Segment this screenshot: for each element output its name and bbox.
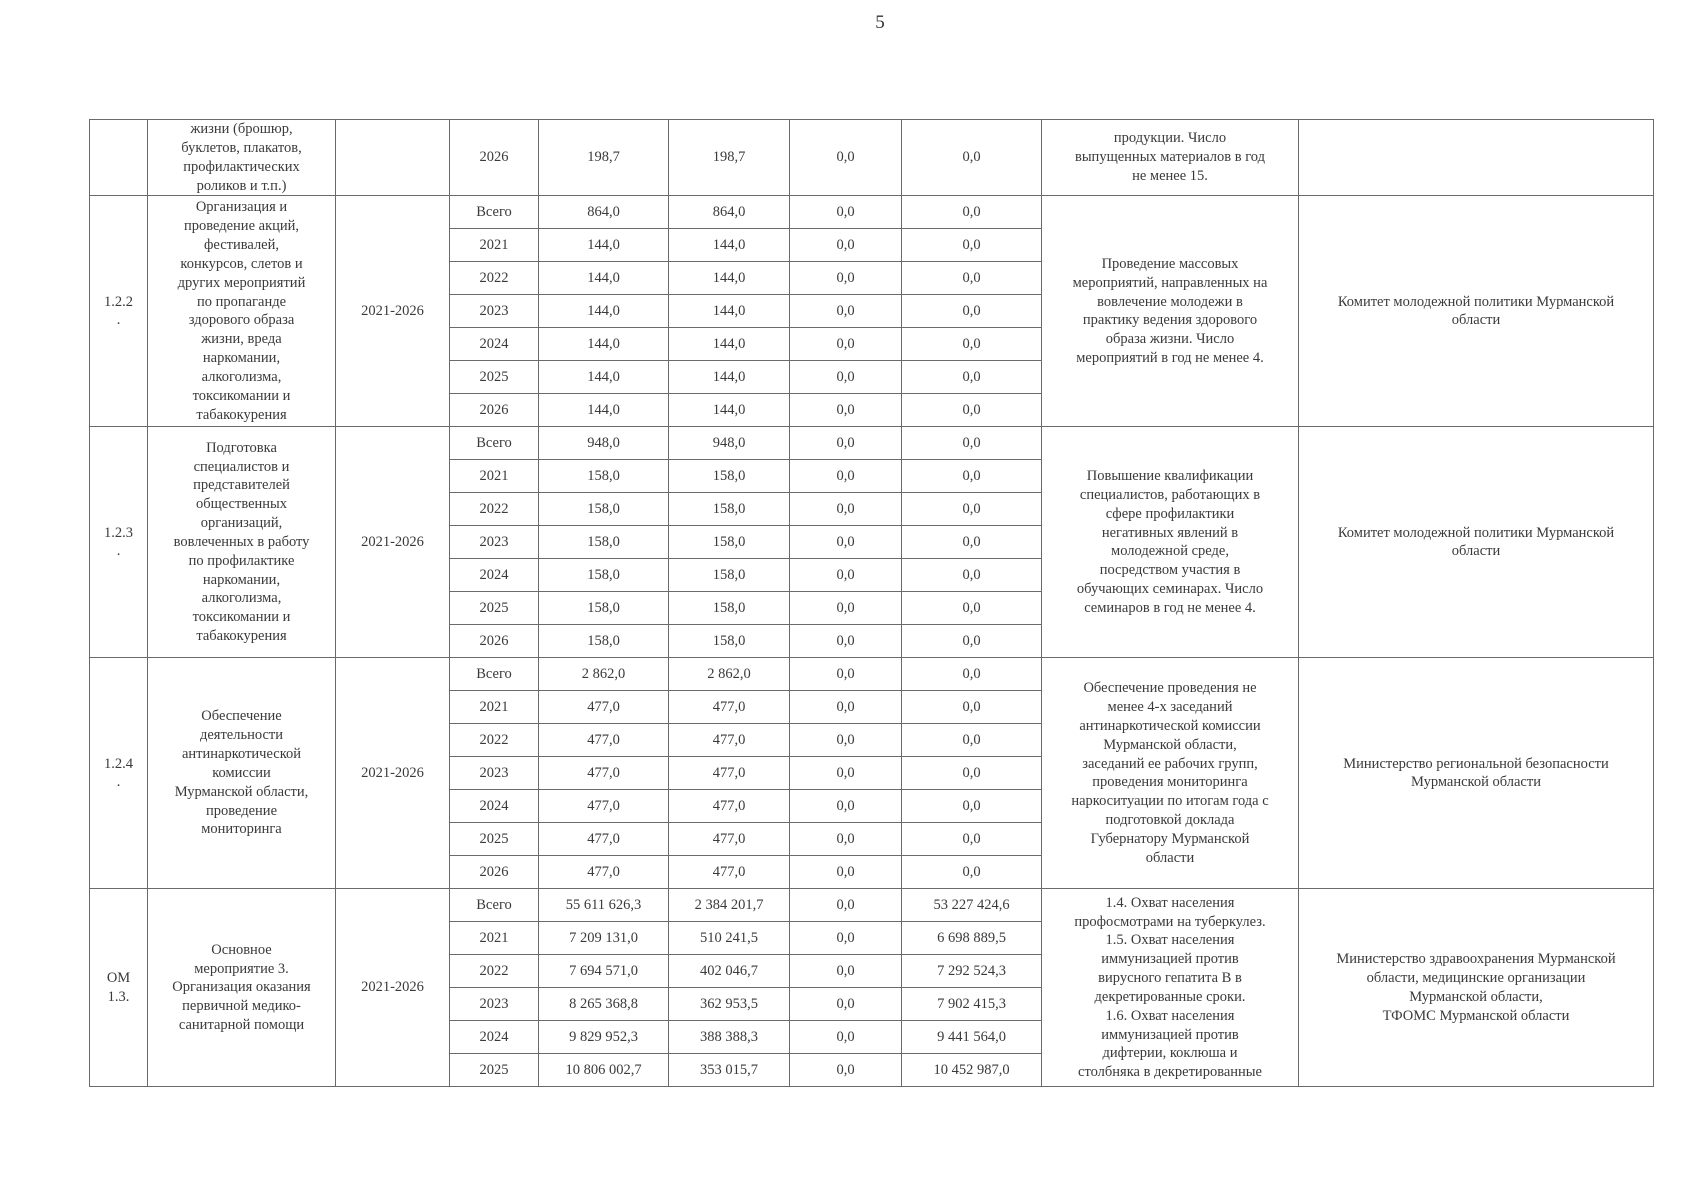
federal-budget-cell: 0,0 [790,922,902,955]
year-cell: 2022 [450,262,539,295]
total-cell: 158,0 [539,592,669,625]
total-cell: 9 829 952,3 [539,1021,669,1054]
year-cell: Всего [450,196,539,229]
total-cell: 2 862,0 [539,658,669,691]
total-cell: 158,0 [539,526,669,559]
expected-result-cell: Обеспечение проведения не менее 4-х заседаний антинаркотической комиссии Мурманской области, заседаний ее рабочих групп, проведения мониторинга наркоситуации по итогам года с подготовкой доклада Губернатору Мурманской области [1042,658,1299,889]
federal-budget-cell: 0,0 [790,724,902,757]
activity-code-cell: 1.2.3 . [90,427,148,658]
total-cell: 477,0 [539,790,669,823]
regional-budget-cell: 144,0 [669,328,790,361]
total-cell: 158,0 [539,460,669,493]
page-number: 5 [875,12,885,33]
regional-budget-cell: 198,7 [669,120,790,196]
year-cell: 2024 [450,328,539,361]
year-cell: 2023 [450,526,539,559]
regional-budget-cell: 362 953,5 [669,988,790,1021]
other-sources-cell: 10 452 987,0 [902,1054,1042,1087]
federal-budget-cell: 0,0 [790,625,902,658]
activity-name-cell: Обеспечение деятельности антинаркотической комиссии Мурманской области, проведение мониторинга [148,658,336,889]
federal-budget-cell: 0,0 [790,823,902,856]
other-sources-cell: 0,0 [902,361,1042,394]
year-cell: 2023 [450,757,539,790]
regional-budget-cell: 158,0 [669,493,790,526]
year-cell: 2022 [450,955,539,988]
federal-budget-cell: 0,0 [790,955,902,988]
year-cell: 2022 [450,724,539,757]
year-cell: Всего [450,427,539,460]
regional-budget-cell: 948,0 [669,427,790,460]
executor-cell: Комитет молодежной политики Мурманской области [1299,196,1654,427]
total-cell: 7 209 131,0 [539,922,669,955]
year-cell: 2025 [450,361,539,394]
total-cell: 158,0 [539,625,669,658]
regional-budget-cell: 864,0 [669,196,790,229]
year-cell: 2026 [450,120,539,196]
federal-budget-cell: 0,0 [790,658,902,691]
regional-budget-cell: 477,0 [669,790,790,823]
total-cell: 8 265 368,8 [539,988,669,1021]
other-sources-cell: 0,0 [902,394,1042,427]
total-cell: 158,0 [539,493,669,526]
other-sources-cell: 0,0 [902,196,1042,229]
activity-name-cell: Основное мероприятие 3. Организация оказания первичной медико- санитарной помощи [148,889,336,1087]
total-cell: 477,0 [539,823,669,856]
activity-code-cell: 1.2.2 . [90,196,148,427]
other-sources-cell: 0,0 [902,295,1042,328]
regional-budget-cell: 144,0 [669,394,790,427]
year-cell: 2025 [450,592,539,625]
activity-code-cell: 1.2.4 . [90,658,148,889]
other-sources-cell: 0,0 [902,559,1042,592]
federal-budget-cell: 0,0 [790,889,902,922]
regional-budget-cell: 144,0 [669,295,790,328]
federal-budget-cell: 0,0 [790,1021,902,1054]
federal-budget-cell: 0,0 [790,1054,902,1087]
expected-result-cell: продукции. Число выпущенных материалов в год не менее 15. [1042,120,1299,196]
year-cell: 2021 [450,922,539,955]
expected-result-cell: 1.4. Охват населения профосмотрами на туберкулез. 1.5. Охват населения иммунизацией против вирусного гепатита В в декретированные сроки. 1.6. Охват населения иммунизацией против дифтерии, коклюша и столбняка в декретированные [1042,889,1299,1087]
executor-cell: Комитет молодежной политики Мурманской области [1299,427,1654,658]
regional-budget-cell: 144,0 [669,262,790,295]
regional-budget-cell: 477,0 [669,823,790,856]
regional-budget-cell: 477,0 [669,856,790,889]
regional-budget-cell: 2 862,0 [669,658,790,691]
total-cell: 144,0 [539,229,669,262]
expected-result-cell: Проведение массовых мероприятий, направленных на вовлечение молодежи в практику ведения здорового образа жизни. Число мероприятий в год не менее 4. [1042,196,1299,427]
other-sources-cell: 7 902 415,3 [902,988,1042,1021]
period-cell [336,120,450,196]
table-body [90,120,1654,1087]
year-cell: 2024 [450,790,539,823]
total-cell: 144,0 [539,295,669,328]
year-cell: 2026 [450,625,539,658]
other-sources-cell: 0,0 [902,790,1042,823]
other-sources-cell: 6 698 889,5 [902,922,1042,955]
other-sources-cell: 0,0 [902,757,1042,790]
year-cell: Всего [450,658,539,691]
federal-budget-cell: 0,0 [790,691,902,724]
other-sources-cell: 0,0 [902,262,1042,295]
year-cell: 2023 [450,988,539,1021]
total-cell: 948,0 [539,427,669,460]
year-cell: 2021 [450,229,539,262]
regional-budget-cell: 158,0 [669,526,790,559]
other-sources-cell: 0,0 [902,724,1042,757]
federal-budget-cell: 0,0 [790,460,902,493]
other-sources-cell: 0,0 [902,229,1042,262]
year-cell: 2026 [450,394,539,427]
total-cell: 477,0 [539,691,669,724]
federal-budget-cell: 0,0 [790,361,902,394]
federal-budget-cell: 0,0 [790,592,902,625]
regional-budget-cell: 477,0 [669,757,790,790]
other-sources-cell: 0,0 [902,691,1042,724]
period-cell: 2021-2026 [336,427,450,658]
federal-budget-cell: 0,0 [790,559,902,592]
other-sources-cell: 9 441 564,0 [902,1021,1042,1054]
other-sources-cell: 0,0 [902,120,1042,196]
other-sources-cell: 7 292 524,3 [902,955,1042,988]
federal-budget-cell: 0,0 [790,229,902,262]
other-sources-cell: 0,0 [902,658,1042,691]
federal-budget-cell: 0,0 [790,790,902,823]
federal-budget-cell: 0,0 [790,988,902,1021]
year-cell: 2021 [450,691,539,724]
year-cell: 2021 [450,460,539,493]
other-sources-cell: 0,0 [902,526,1042,559]
total-cell: 144,0 [539,361,669,394]
total-cell: 7 694 571,0 [539,955,669,988]
regional-budget-cell: 353 015,7 [669,1054,790,1087]
period-cell: 2021-2026 [336,196,450,427]
table-row [90,889,1654,922]
total-cell: 10 806 002,7 [539,1054,669,1087]
year-cell: 2025 [450,1054,539,1087]
federal-budget-cell: 0,0 [790,427,902,460]
period-cell: 2021-2026 [336,658,450,889]
other-sources-cell: 0,0 [902,856,1042,889]
regional-budget-cell: 477,0 [669,691,790,724]
regional-budget-cell: 2 384 201,7 [669,889,790,922]
table-row [90,427,1654,460]
regional-budget-cell: 144,0 [669,229,790,262]
year-cell: 2024 [450,559,539,592]
program-activities-table [89,119,1654,1087]
regional-budget-cell: 388 388,3 [669,1021,790,1054]
regional-budget-cell: 158,0 [669,460,790,493]
regional-budget-cell: 477,0 [669,724,790,757]
federal-budget-cell: 0,0 [790,120,902,196]
table-row-continuation [90,120,1654,196]
regional-budget-cell: 158,0 [669,592,790,625]
regional-budget-cell: 510 241,5 [669,922,790,955]
table-row [90,658,1654,691]
total-cell: 158,0 [539,559,669,592]
executor-cell: Министерство региональной безопасности Мурманской области [1299,658,1654,889]
federal-budget-cell: 0,0 [790,262,902,295]
total-cell: 198,7 [539,120,669,196]
year-cell: 2026 [450,856,539,889]
federal-budget-cell: 0,0 [790,493,902,526]
year-cell: 2022 [450,493,539,526]
other-sources-cell: 0,0 [902,625,1042,658]
other-sources-cell: 0,0 [902,427,1042,460]
year-cell: 2023 [450,295,539,328]
regional-budget-cell: 144,0 [669,361,790,394]
regional-budget-cell: 158,0 [669,625,790,658]
activity-code-cell: ОМ 1.3. [90,889,148,1087]
total-cell: 144,0 [539,262,669,295]
total-cell: 477,0 [539,724,669,757]
federal-budget-cell: 0,0 [790,328,902,361]
activity-name-cell: жизни (брошюр, буклетов, плакатов, профилактических роликов и т.п.) [148,120,336,196]
other-sources-cell: 0,0 [902,493,1042,526]
federal-budget-cell: 0,0 [790,856,902,889]
total-cell: 477,0 [539,757,669,790]
executor-cell: Министерство здравоохранения Мурманской области, медицинские организации Мурманской области, ТФОМС Мурманской области [1299,889,1654,1087]
year-cell: 2024 [450,1021,539,1054]
regional-budget-cell: 402 046,7 [669,955,790,988]
year-cell: 2025 [450,823,539,856]
other-sources-cell: 0,0 [902,823,1042,856]
total-cell: 55 611 626,3 [539,889,669,922]
total-cell: 144,0 [539,328,669,361]
federal-budget-cell: 0,0 [790,394,902,427]
total-cell: 864,0 [539,196,669,229]
activity-code-cell [90,120,148,196]
other-sources-cell: 0,0 [902,460,1042,493]
year-cell: Всего [450,889,539,922]
expected-result-cell: Повышение квалификации специалистов, работающих в сфере профилактики негативных явлений в молодежной среде, посредством участия в обучающих семинарах. Число семинаров в год не менее 4. [1042,427,1299,658]
total-cell: 477,0 [539,856,669,889]
activity-name-cell: Подготовка специалистов и представителей общественных организаций, вовлеченных в работу по профилактике наркомании, алкоголизма, токсикомании и табакокурения [148,427,336,658]
other-sources-cell: 0,0 [902,328,1042,361]
period-cell: 2021-2026 [336,889,450,1087]
federal-budget-cell: 0,0 [790,526,902,559]
federal-budget-cell: 0,0 [790,196,902,229]
table-row [90,196,1654,229]
activity-name-cell: Организация и проведение акций, фестивалей, конкурсов, слетов и других мероприятий по пропаганде здорового образа жизни, вреда наркомании, алкоголизма, токсикомании и табакокурения [148,196,336,427]
regional-budget-cell: 158,0 [669,559,790,592]
executor-cell [1299,120,1654,196]
federal-budget-cell: 0,0 [790,295,902,328]
page-edge [1653,1104,1656,1105]
other-sources-cell: 0,0 [902,592,1042,625]
total-cell: 144,0 [539,394,669,427]
federal-budget-cell: 0,0 [790,757,902,790]
other-sources-cell: 53 227 424,6 [902,889,1042,922]
